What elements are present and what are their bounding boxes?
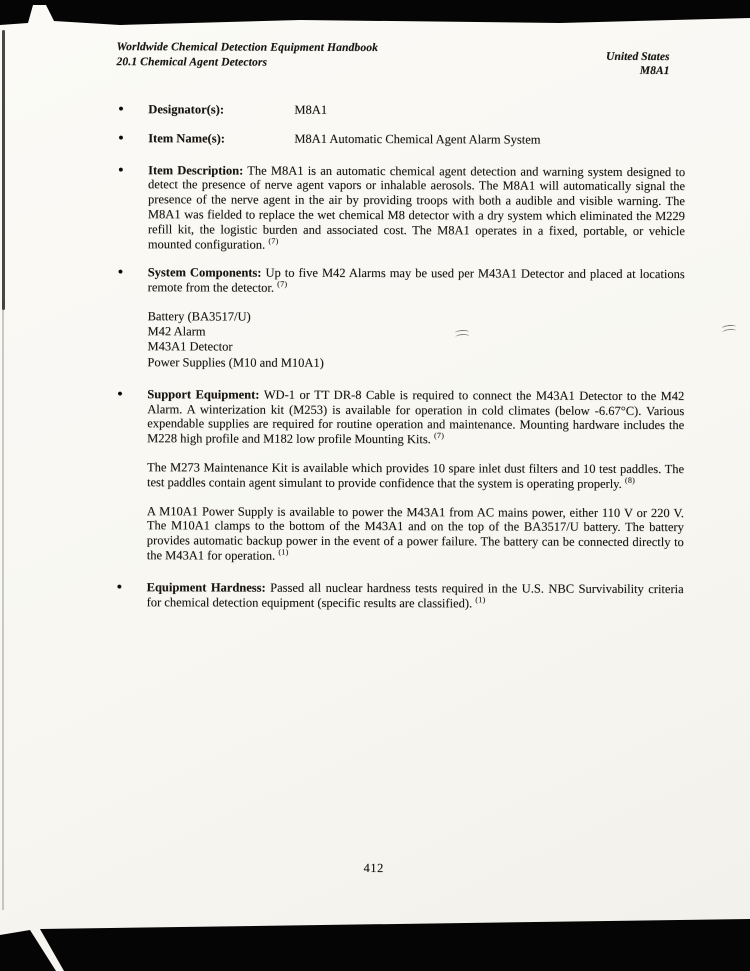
document-body [116,102,686,625]
system-components-label: System Components: [147,265,262,280]
support-equipment-text-2: The M273 Maintenance Kit is available which provides 10 spare inlet dust filters and 10 test paddles. The test paddles contain agent simulant to provide confidence that the system is operating properly. [146,460,685,491]
item-name-label: Item Name(s): [148,131,225,146]
header-model: M8A1 [639,63,670,77]
item-description-label: Item Description: [148,162,244,178]
handbook-title: Worldwide Chemical Detection Equipment Handbook [116,40,379,55]
support-equipment-para-1 [147,387,684,448]
support-equipment-text-3: A M10A1 Power Supply is available to power the M43A1 from AC mains power, either 110 V or 220 V. The M10A1 clamps to the bottom of the M43A1 and on the top of the BA3517/U battery. The battery provides automatic backup power in the event of a power failure. The battery can be connected directly to the M43A1 for operation. [146,503,684,563]
footnote-ref: (7) [268,236,279,246]
support-equipment-text: WD-1 or TT DR-8 Cable is required to connect the M43A1 Detector to the M42 Alarm. A winterization kit (M253) is available for operation in cold climates (below -6.67°C). Various expendable supplies are required for routine operation and maintenance. Mounting hardware includes the M228 high profile and M182 low profile Mounting Kits. [147,387,685,447]
item-description-paragraph [148,163,685,254]
bullet-icon: ● [117,266,124,277]
section-support-equipment [117,386,685,565]
footnote-ref: (7) [433,431,445,441]
field-designator [118,102,685,119]
header-country: United States [606,49,670,64]
footnote-ref: (8) [624,475,636,485]
bullet-icon: ● [118,163,124,174]
designator-label: Designator(s): [148,102,225,117]
handbook-header-right [606,50,670,77]
component-item: M43A1 Detector [147,339,233,354]
support-equipment-label: Support Equipment: [147,386,260,402]
section-equipment-hardness [116,579,684,611]
handbook-header-left [116,40,378,70]
bullet-icon: ● [116,580,123,591]
bullet-icon: ● [117,387,123,398]
support-equipment-para-3 [147,504,684,565]
footnote-ref: (1) [278,547,289,557]
item-description-text: The M8A1 is an automatic chemical agent detection and warning system designed to detect the presence of nerve agent vapors or inhalable aerosols. The M8A1 will automatically signal the presence of the nerve agent in the air by providing troops with both a audible and visible warning. The M8A1 was fielded to replace the wet chemical M8 detector with a dry system which eliminated the M229 refill kit, the logistic burden and associated cost. The M8A1 operates in a fixed, portable, or vehicle mounted configuration. [147,163,686,252]
component-item: Power Supplies (M10 and M10A1) [147,354,324,370]
footnote-ref: (1) [475,594,486,604]
section-system-components [117,265,685,372]
component-item: M42 Alarm [147,324,206,339]
system-components-paragraph [148,266,685,297]
handbook-section: 20.1 Chemical Agent Detectors [116,54,268,69]
page-number: 412 [363,860,384,876]
designator-value: M8A1 [294,102,328,117]
item-name-value: M8A1 Automatic Chemical Agent Alarm System [294,131,541,147]
footnote-ref: (7) [277,279,288,289]
support-equipment-para-2 [147,460,684,491]
system-components-text: Up to five M42 Alarms may be used per M43A1 Detector and placed at locations remote from the detector. [147,265,685,295]
equipment-hardness-label: Equipment Hardness: [146,579,266,595]
equipment-hardness-text: Passed all nuclear hardness tests required in the U.S. NBC Survivability criteria for chemical detection equipment (specific results are classified). [146,580,684,610]
component-list [147,309,684,372]
section-item-description [118,162,686,254]
equipment-hardness-paragraph [147,580,684,611]
bullet-icon: ● [118,131,124,142]
component-item: Battery (BA3517/U) [147,309,251,324]
field-item-name [118,131,685,148]
bullet-icon: ● [118,103,124,114]
